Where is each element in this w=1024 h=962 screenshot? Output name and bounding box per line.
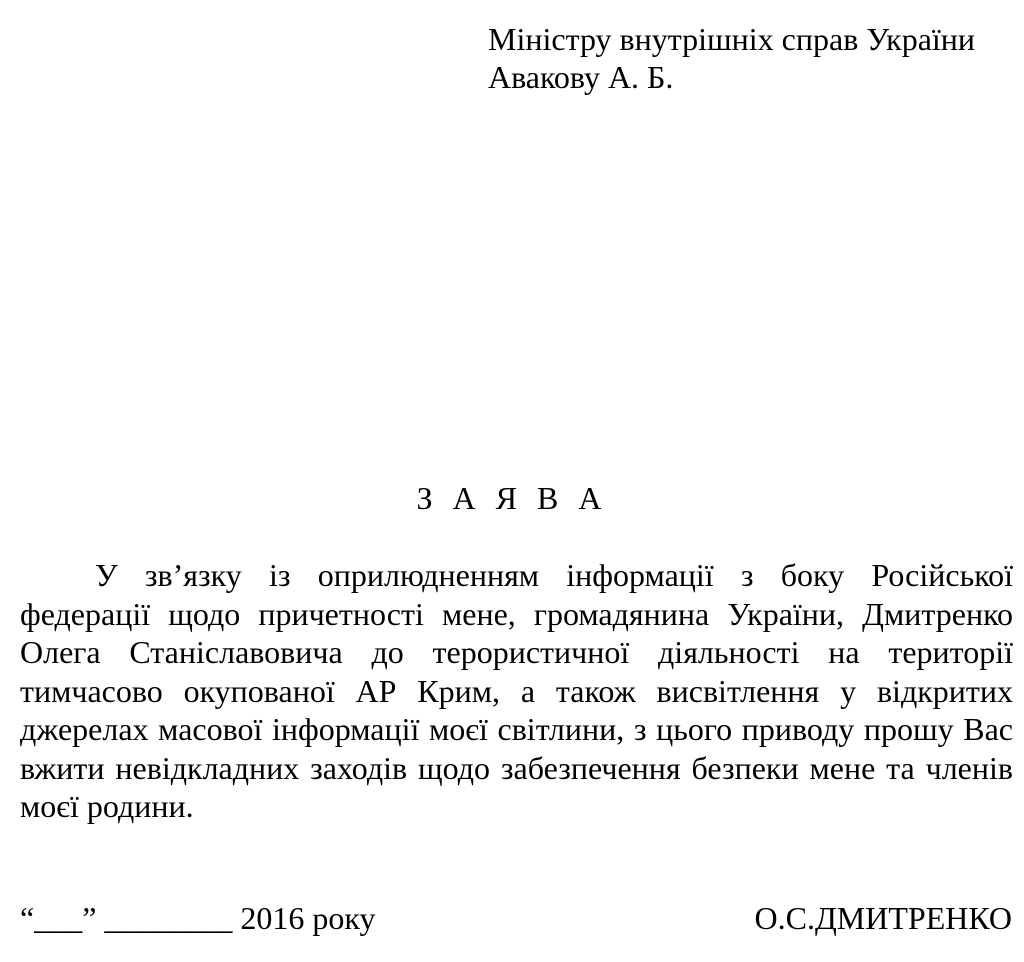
document-title: З А Я В А (416, 480, 608, 516)
statement-body: У зв’язку із оприлюдненням інформації з боку Російської федерації щодо причетності мене, громадянина України, Дмитренко Олега Станіславовича до терористичної діяльності на території тимчасово окупованої АР Крим, а також висвітлення у відкритих джерелах масової інформації моєї світлини, з цього приводу прошу Вас вжити невідкладних заходів щодо забезпечення безпеки мене та членів моєї родини. (20, 557, 1013, 824)
addressee-name: Авакову А. Б. (488, 59, 674, 95)
signature-name: О.С.ДМИТРЕНКО (754, 900, 1012, 936)
addressee-position: Міністру внутрішніх справ України (488, 21, 976, 57)
date-line: “___” ________ 2016 року (20, 900, 376, 936)
addressee-block (488, 20, 975, 96)
